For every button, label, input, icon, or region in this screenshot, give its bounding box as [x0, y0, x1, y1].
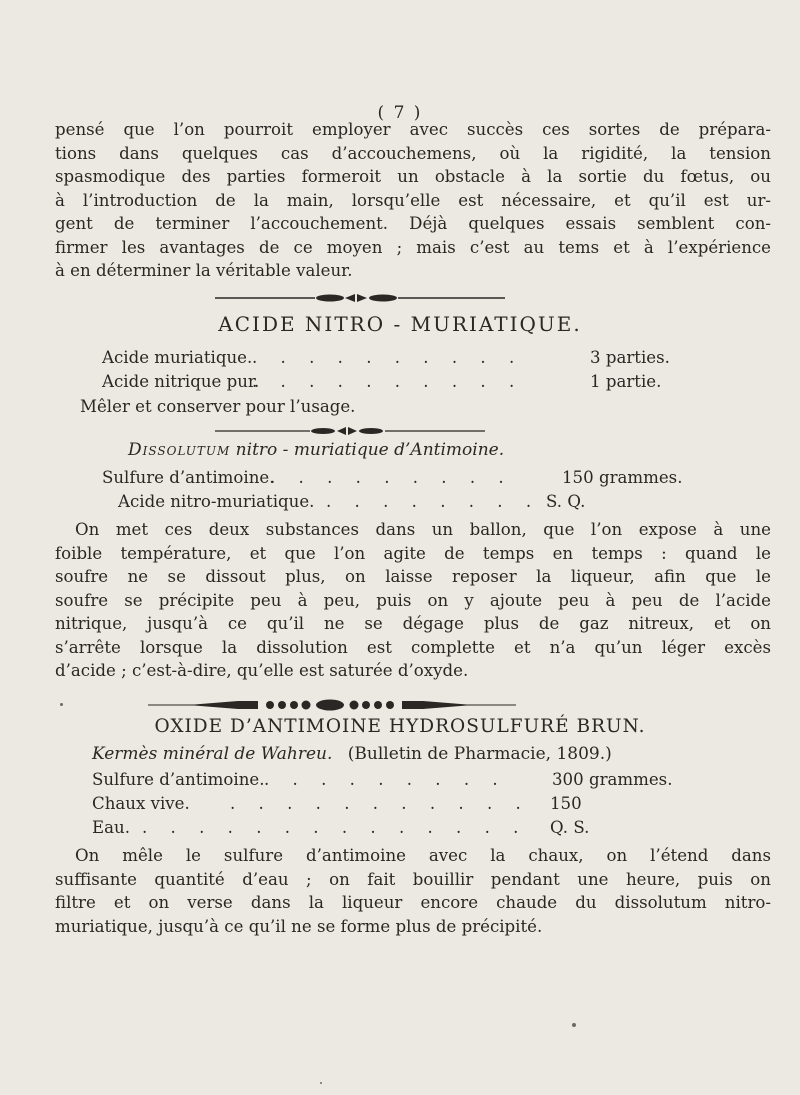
- intro-paragraph: [55, 118, 771, 283]
- text-line: tions dans quelques cas d’accouchemens, où la rigidité, la tension: [55, 143, 771, 163]
- leader-dots: . . . . . . . . .: [264, 770, 507, 789]
- text-line: On mêle le sulfure d’antimoine avec la chaux, on l’étend dans: [75, 846, 771, 865]
- paper-speck: [60, 703, 63, 706]
- subtitle-title: Kermès minéral de Wahreu.: [92, 744, 333, 764]
- ingredient-quantity: Q. S.: [550, 818, 590, 837]
- ingredient-name: Acide muriatique.: [102, 348, 253, 367]
- text-line: à en déterminer la véritable valeur.: [55, 261, 353, 280]
- recipe-line: [92, 770, 672, 789]
- paper-speck: [320, 1082, 322, 1084]
- text-line: On met ces deux substances dans un ballon, que l’on expose à une: [75, 520, 771, 539]
- recipe-line: [102, 372, 661, 391]
- leader-dots: . . . . . . . . . . .: [230, 794, 530, 813]
- leader-dots: . . . . . . . . . .: [252, 372, 524, 391]
- text-line: suffisante quantité d’eau ; on fait bouillir pendant une heure, puis on: [55, 869, 771, 889]
- text-line: spasmodique des parties formeroit un obstacle à la sortie du fœtus, ou: [55, 167, 771, 186]
- section-subtitle: [92, 744, 612, 764]
- ingredient-quantity: S. Q.: [546, 492, 586, 511]
- title-smallcaps: Dissolutum: [128, 440, 231, 460]
- text-line: filtre et on verse dans la liqueur encore chaude du dissolutum nitro-: [55, 893, 771, 912]
- subtitle-reference: (Bulletin de Pharmacie, 1809.): [347, 744, 612, 764]
- method-paragraph: [55, 844, 771, 938]
- page-number: ( 7 ): [377, 103, 423, 123]
- recipe-line: [92, 794, 582, 813]
- ingredient-name: Eau.: [92, 818, 130, 837]
- ingredient-quantity: 150: [550, 794, 582, 813]
- ingredient-quantity: 150 grammes.: [562, 468, 683, 487]
- leader-dots: . . . . . . . . .: [270, 468, 513, 487]
- recipe-line: [118, 492, 585, 511]
- ornamental-rule: [215, 426, 485, 436]
- leader-dots: . . . . . . . .: [326, 492, 541, 511]
- section-title: ACIDE NITRO - MURIATIQUE.: [218, 312, 582, 336]
- ingredient-name: Sulfure d’antimoine.: [92, 770, 265, 789]
- ingredient-name: Chaux vive.: [92, 794, 190, 813]
- recipe-note: Mêler et conserver pour l’usage.: [80, 397, 356, 416]
- ornamental-rule: [215, 293, 505, 303]
- text-line: muriatique, jusqu’à ce qu’il ne se forme plus de précipité.: [55, 916, 543, 936]
- section-title: [128, 440, 504, 460]
- text-line: firmer les avantages de ce moyen ; mais c’est au tems et à l’expérience: [55, 237, 771, 257]
- text-line: nitrique, jusqu’à ce qu’il ne se dégage plus de gaz nitreux, et on: [55, 614, 771, 633]
- text-line: foible température, et que l’on agite de temps en temps : quand le: [55, 543, 771, 563]
- method-paragraph: [55, 518, 771, 683]
- title-rest: nitro - muriatique d’Antimoine.: [230, 440, 505, 460]
- ingredient-quantity: 3 parties.: [590, 348, 670, 367]
- ingredient-quantity: 1 partie.: [590, 372, 662, 391]
- text-line: pensé que l’on pourroit employer avec succès ces sortes de prépara-: [55, 120, 771, 139]
- text-line: soufre se précipite peu à peu, puis on y ajoute peu à peu de l’acide: [55, 590, 771, 610]
- text-line: s’arrête lorsque la dissolution est complette et n’a qu’un léger excès: [55, 637, 771, 657]
- leader-dots: . . . . . . . . . . . . . .: [142, 818, 528, 837]
- text-line: soufre ne se dissout plus, on laisse reposer la liqueur, afin que le: [55, 567, 771, 586]
- leader-dots: . . . . . . . . . .: [252, 348, 524, 367]
- ingredient-name: Acide nitrique pur.: [102, 372, 260, 391]
- paper-speck: [572, 1023, 576, 1027]
- recipe-line: [102, 468, 682, 487]
- ingredient-quantity: 300 grammes.: [552, 770, 673, 789]
- recipe-line: [102, 348, 670, 367]
- text-line: à l’introduction de la main, lorsqu’elle est nécessaire, et qu’il est ur-: [55, 190, 771, 210]
- text-line: gent de terminer l’accouchement. Déjà quelques essais semblent con-: [55, 214, 771, 233]
- text-line: d’acide ; c’est-à-dire, qu’elle est saturée d’oxyde.: [55, 661, 469, 680]
- section-title: OXIDE D’ANTIMOINE HYDROSULFURÉ BRUN.: [154, 716, 646, 737]
- ingredient-name: Acide nitro-muriatique.: [118, 492, 315, 511]
- ingredient-name: Sulfure d’antimoine.: [102, 468, 275, 487]
- ornamental-rule: [148, 699, 516, 709]
- recipe-line: [92, 818, 589, 837]
